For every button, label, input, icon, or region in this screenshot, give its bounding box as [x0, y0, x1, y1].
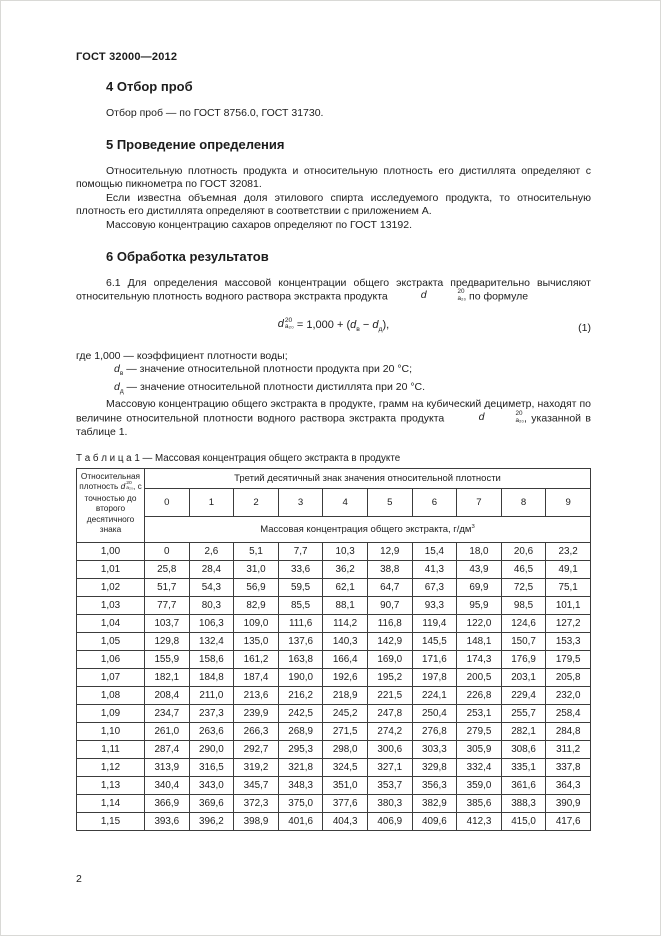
value-cell: 388,3 [501, 794, 546, 812]
density-cell: 1,11 [77, 740, 145, 758]
value-cell: 106,3 [189, 614, 234, 632]
value-cell: 364,3 [546, 776, 591, 794]
value-cell: 398,9 [234, 812, 279, 830]
value-cell: 327,1 [367, 758, 412, 776]
value-cell: 377,6 [323, 794, 368, 812]
value-cell: 351,0 [323, 776, 368, 794]
value-cell: 417,6 [546, 812, 591, 830]
value-cell: 343,0 [189, 776, 234, 794]
value-cell: 77,7 [145, 596, 190, 614]
value-cell: 150,7 [501, 632, 546, 650]
table-row [77, 578, 591, 596]
value-cell: 205,8 [546, 668, 591, 686]
value-cell: 142,9 [367, 632, 412, 650]
value-cell: 80,3 [189, 596, 234, 614]
value-cell: 300,6 [367, 740, 412, 758]
section-5-title: 5 Проведение определения [106, 136, 285, 152]
value-cell: 101,1 [546, 596, 591, 614]
value-cell: 192,6 [323, 668, 368, 686]
value-cell: 10,3 [323, 542, 368, 560]
table-row [77, 776, 591, 794]
value-cell: 218,9 [323, 686, 368, 704]
digit-header: 2 [234, 488, 279, 516]
value-cell: 305,9 [457, 740, 502, 758]
density-cell: 1,06 [77, 650, 145, 668]
density-cell: 1,05 [77, 632, 145, 650]
value-cell: 5,1 [234, 542, 279, 560]
value-cell: 69,9 [457, 578, 502, 596]
value-cell: 372,3 [234, 794, 279, 812]
value-cell: 279,5 [457, 722, 502, 740]
formula-where-line-3: $d_д$ — значение относительной плотности дистиллята при 20 °С. [114, 380, 426, 395]
extract-table [76, 468, 591, 831]
value-cell: 359,0 [457, 776, 502, 794]
value-cell: 203,1 [501, 668, 546, 686]
table-row [77, 596, 591, 614]
density-cell: 1,02 [77, 578, 145, 596]
page-content [76, 51, 591, 831]
density-cell: 1,10 [77, 722, 145, 740]
value-cell: 122,0 [457, 614, 502, 632]
value-cell: 308,6 [501, 740, 546, 758]
value-cell: 287,4 [145, 740, 190, 758]
value-cell: 163,8 [278, 650, 323, 668]
value-cell: 282,1 [501, 722, 546, 740]
value-cell: 195,2 [367, 668, 412, 686]
formula-where-line-2: $d_в$ — значение относительной плотности продукта при 20 °С; [114, 363, 413, 378]
digit-header: 5 [367, 488, 412, 516]
value-cell: 132,4 [189, 632, 234, 650]
value-cell: 187,4 [234, 668, 279, 686]
section-4-title: 4 Отбор проб [106, 79, 193, 94]
table-row [77, 542, 591, 560]
value-cell: 276,8 [412, 722, 457, 740]
value-cell: 59,5 [278, 578, 323, 596]
value-cell: 75,1 [546, 578, 591, 596]
value-cell: 382,9 [412, 794, 457, 812]
value-cell: 266,3 [234, 722, 279, 740]
table-row [77, 614, 591, 632]
digit-header: 7 [457, 488, 502, 516]
value-cell: 25,8 [145, 560, 190, 578]
value-cell: 184,8 [189, 668, 234, 686]
value-cell: 232,0 [546, 686, 591, 704]
value-cell: 245,2 [323, 704, 368, 722]
density-cell: 1,13 [77, 776, 145, 794]
value-cell: 129,8 [145, 632, 190, 650]
value-cell: 67,3 [412, 578, 457, 596]
value-cell: 124,6 [501, 614, 546, 632]
value-cell: 401,6 [278, 812, 323, 830]
value-cell: 348,3 [278, 776, 323, 794]
value-cell: 329,8 [412, 758, 457, 776]
density-cell: 1,01 [77, 560, 145, 578]
density-cell: 1,00 [77, 542, 145, 560]
extract-table-body [77, 542, 591, 830]
value-cell: 140,3 [323, 632, 368, 650]
digit-header: 6 [412, 488, 457, 516]
digit-header: 1 [189, 488, 234, 516]
value-cell: 0 [145, 542, 190, 560]
density-column-header: Относительная плотность d 20 а₂₀ , с точностью до второго десятичного знака [77, 468, 145, 542]
table-row [77, 722, 591, 740]
value-cell: 319,2 [234, 758, 279, 776]
value-cell: 72,5 [501, 578, 546, 596]
table-row [77, 686, 591, 704]
density-cell: 1,15 [77, 812, 145, 830]
value-cell: 158,6 [189, 650, 234, 668]
value-cell: 190,0 [278, 668, 323, 686]
value-cell: 268,9 [278, 722, 323, 740]
value-cell: 200,5 [457, 668, 502, 686]
value-cell: 261,0 [145, 722, 190, 740]
value-cell: 36,2 [323, 560, 368, 578]
value-cell: 303,3 [412, 740, 457, 758]
value-cell: 98,5 [501, 596, 546, 614]
value-cell: 119,4 [412, 614, 457, 632]
page-number: 2 [76, 873, 82, 885]
formula-number: (1) [578, 322, 591, 335]
value-cell: 255,7 [501, 704, 546, 722]
value-cell: 274,2 [367, 722, 412, 740]
value-cell: 15,4 [412, 542, 457, 560]
value-cell: 41,3 [412, 560, 457, 578]
value-cell: 295,3 [278, 740, 323, 758]
value-cell: 258,4 [546, 704, 591, 722]
value-cell: 250,4 [412, 704, 457, 722]
density-symbol: d 20 а₂₀ [120, 480, 134, 492]
value-cell: 366,9 [145, 794, 190, 812]
value-cell: 406,9 [367, 812, 412, 830]
value-cell: 337,8 [546, 758, 591, 776]
value-cell: 114,2 [323, 614, 368, 632]
value-cell: 332,4 [457, 758, 502, 776]
table-row [77, 812, 591, 830]
value-cell: 20,6 [501, 542, 546, 560]
value-cell: 43,9 [457, 560, 502, 578]
value-cell: 135,0 [234, 632, 279, 650]
digit-header-row [77, 488, 591, 516]
value-cell: 340,4 [145, 776, 190, 794]
value-cell: 247,8 [367, 704, 412, 722]
value-cell: 211,0 [189, 686, 234, 704]
value-cell: 353,7 [367, 776, 412, 794]
value-cell: 109,0 [234, 614, 279, 632]
section-6-paragraph-2: Массовую концентрацию общего экстракта в продукте, грамм на кубический дециметр, находят по величине относительной плотности водного раствора экстракта продукта d 20 а₂₀ , указанной в таблице 1. [76, 398, 591, 439]
value-cell: 153,3 [546, 632, 591, 650]
value-cell: 31,0 [234, 560, 279, 578]
value-cell: 127,2 [546, 614, 591, 632]
value-cell: 88,1 [323, 596, 368, 614]
value-cell: 161,2 [234, 650, 279, 668]
table-row [77, 704, 591, 722]
digit-header: 9 [546, 488, 591, 516]
value-cell: 316,5 [189, 758, 234, 776]
value-cell: 404,3 [323, 812, 368, 830]
table-row [77, 668, 591, 686]
value-cell: 7,7 [278, 542, 323, 560]
digit-header: 0 [145, 488, 190, 516]
value-cell: 271,5 [323, 722, 368, 740]
value-cell: 284,8 [546, 722, 591, 740]
value-cell: 412,3 [457, 812, 502, 830]
value-cell: 82,9 [234, 596, 279, 614]
density-cell: 1,08 [77, 686, 145, 704]
section-5-paragraph-3: Массовую концентрацию сахаров определяют по ГОСТ 13192. [106, 218, 412, 231]
value-cell: 111,6 [278, 614, 323, 632]
value-cell: 2,6 [189, 542, 234, 560]
value-cell: 321,8 [278, 758, 323, 776]
value-cell: 385,6 [457, 794, 502, 812]
value-cell: 54,3 [189, 578, 234, 596]
value-cell: 311,2 [546, 740, 591, 758]
density-symbol: d 20 а₂₀ [478, 410, 525, 424]
value-cell: 62,1 [323, 578, 368, 596]
value-cell: 253,1 [457, 704, 502, 722]
value-cell: 64,7 [367, 578, 412, 596]
density-cell: 1,09 [77, 704, 145, 722]
header-row-top [77, 468, 591, 488]
value-cell: 242,5 [278, 704, 323, 722]
value-cell: 324,5 [323, 758, 368, 776]
density-cell: 1,07 [77, 668, 145, 686]
digit-header: 8 [501, 488, 546, 516]
value-cell: 213,6 [234, 686, 279, 704]
value-cell: 415,0 [501, 812, 546, 830]
table-caption: Т а б л и ц а 1 — Массовая концентрация общего экстракта в продукте [76, 452, 401, 464]
concentration-header: Массовая концентрация общего экстракта, $г/дм^3$ [145, 516, 591, 542]
value-cell: 33,6 [278, 560, 323, 578]
density-symbol: d 20 а₂₀ [277, 316, 294, 331]
value-cell: 390,9 [546, 794, 591, 812]
value-cell: 23,2 [546, 542, 591, 560]
value-cell: 18,0 [457, 542, 502, 560]
value-cell: 208,4 [145, 686, 190, 704]
value-cell: 90,7 [367, 596, 412, 614]
table-row [77, 740, 591, 758]
value-cell: 263,6 [189, 722, 234, 740]
density-cell: 1,03 [77, 596, 145, 614]
value-cell: 313,9 [145, 758, 190, 776]
value-cell: 369,6 [189, 794, 234, 812]
value-cell: 46,5 [501, 560, 546, 578]
table-row [77, 650, 591, 668]
value-cell: 298,0 [323, 740, 368, 758]
value-cell: 169,0 [367, 650, 412, 668]
value-cell: 224,1 [412, 686, 457, 704]
value-cell: 239,9 [234, 704, 279, 722]
value-cell: 229,4 [501, 686, 546, 704]
value-cell: 171,6 [412, 650, 457, 668]
table-row [77, 758, 591, 776]
value-cell: 12,9 [367, 542, 412, 560]
doc-header: ГОСТ 32000—2012 [76, 51, 178, 63]
formula-where-line-1: где 1,000 — коэффициент плотности воды; [76, 349, 288, 362]
value-cell: 393,6 [145, 812, 190, 830]
value-cell: 103,7 [145, 614, 190, 632]
value-cell: 179,5 [546, 650, 591, 668]
value-cell: 226,8 [457, 686, 502, 704]
section-5-paragraph-1: Относительную плотность продукта и относительную плотность его дистиллята определяют с помощью пикнометра по ГОСТ 32081. [76, 164, 591, 191]
value-cell: 237,3 [189, 704, 234, 722]
value-cell: 155,9 [145, 650, 190, 668]
value-cell: 182,1 [145, 668, 190, 686]
table-row [77, 794, 591, 812]
value-cell: 85,5 [278, 596, 323, 614]
value-cell: 361,6 [501, 776, 546, 794]
value-cell: 38,8 [367, 560, 412, 578]
section-4-paragraph: Отбор проб — по ГОСТ 8756.0, ГОСТ 31730. [106, 107, 324, 119]
value-cell: 221,5 [367, 686, 412, 704]
value-cell: 176,9 [501, 650, 546, 668]
density-cell: 1,12 [77, 758, 145, 776]
third-digit-header: Третий десятичный знак значения относительной плотности [145, 468, 591, 488]
value-cell: 292,7 [234, 740, 279, 758]
extract-table-head [77, 468, 591, 542]
value-cell: 335,1 [501, 758, 546, 776]
table-row [77, 632, 591, 650]
value-cell: 28,4 [189, 560, 234, 578]
formula-expression: d 20 а₂₀ = $1,000 + (d_в - d_д)$, [278, 319, 390, 331]
value-cell: 116,8 [367, 614, 412, 632]
section-6-paragraph-1: 6.1 Для определения массовой концентрации общего экстракта предварительно вычисляют относительную плотность водного раствора экстракта продукта d 20 а₂₀ по формуле [76, 276, 591, 303]
value-cell: 396,2 [189, 812, 234, 830]
value-cell: 345,7 [234, 776, 279, 794]
formula [76, 315, 591, 340]
value-cell: 56,9 [234, 578, 279, 596]
digit-header: 3 [278, 488, 323, 516]
value-cell: 49,1 [546, 560, 591, 578]
table-row [77, 560, 591, 578]
value-cell: 375,0 [278, 794, 323, 812]
value-cell: 145,5 [412, 632, 457, 650]
value-cell: 197,8 [412, 668, 457, 686]
value-cell: 95,9 [457, 596, 502, 614]
value-cell: 380,3 [367, 794, 412, 812]
value-cell: 234,7 [145, 704, 190, 722]
value-cell: 290,0 [189, 740, 234, 758]
header-row-sub [77, 516, 591, 542]
value-cell: 166,4 [323, 650, 368, 668]
value-cell: 137,6 [278, 632, 323, 650]
density-cell: 1,14 [77, 794, 145, 812]
density-symbol: d 20 а₂₀ [420, 288, 467, 302]
value-cell: 51,7 [145, 578, 190, 596]
density-cell: 1,04 [77, 614, 145, 632]
value-cell: 216,2 [278, 686, 323, 704]
digit-header: 4 [323, 488, 368, 516]
value-cell: 93,3 [412, 596, 457, 614]
section-6-title: 6 Обработка результатов [106, 248, 269, 264]
value-cell: 409,6 [412, 812, 457, 830]
value-cell: 356,3 [412, 776, 457, 794]
value-cell: 148,1 [457, 632, 502, 650]
section-5-paragraph-2: Если известна объемная доля этилового спирта исследуемого продукта, то относительную плотность его дистиллята определяют в соответствии с приложением А. [76, 191, 591, 218]
value-cell: 174,3 [457, 650, 502, 668]
